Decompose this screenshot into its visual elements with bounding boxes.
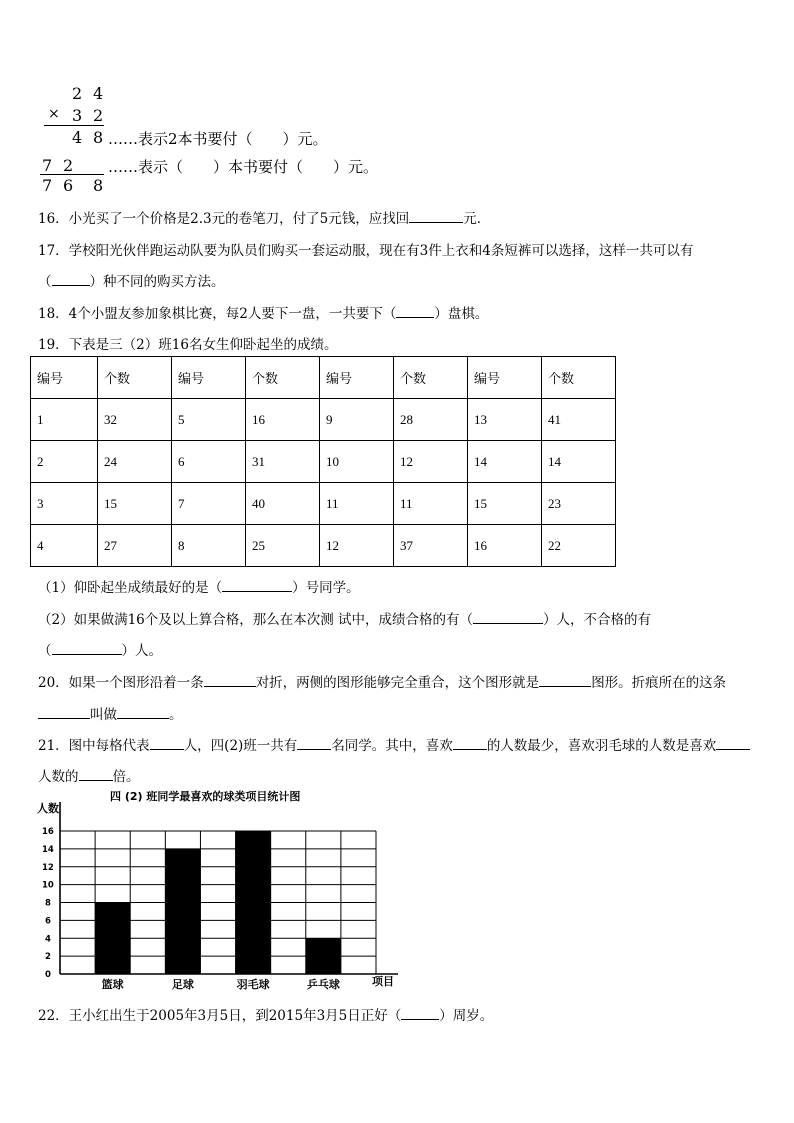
question-21-line2	[38, 765, 140, 785]
result-digit-3: 8	[93, 176, 104, 195]
table-cell: 16	[246, 399, 320, 441]
q20-blank-4[interactable]	[117, 706, 169, 719]
category-label: 羽毛球	[236, 978, 270, 991]
y-tick-label: 12	[42, 862, 54, 873]
y-tick-label: 4	[45, 934, 51, 945]
q17-text: ）种不同的购买方法。	[89, 274, 225, 290]
question-17-line1: 17．学校阳光伙伴跑运动队要为队员们购买一套运动服，现在有3件上衣和4条短裤可以选择，这样一共可以有	[38, 243, 694, 259]
header-cell: 个数	[246, 357, 320, 399]
q20-blank-3[interactable]	[38, 706, 90, 719]
multiplier-digit-1: 3	[72, 106, 83, 125]
sum-line	[40, 174, 104, 175]
q21-blank-2[interactable]	[297, 737, 331, 750]
question-19-sub1	[38, 576, 360, 596]
q16-text: 16．小光买了一个价格是2.3元的卷笔刀，付了5元钱，应找回	[38, 211, 410, 227]
q19-sub2-blank-fail[interactable]	[52, 642, 122, 655]
bar-chart	[30, 784, 410, 994]
table-cell: 23	[542, 483, 616, 525]
partial2-digit-2: 2	[63, 156, 74, 175]
table-cell: 31	[246, 441, 320, 483]
table-cell: 37	[394, 525, 468, 567]
partial1-digit-2: 8	[93, 128, 104, 147]
header-cell: 个数	[394, 357, 468, 399]
table-cell: 4	[31, 525, 98, 567]
bar-1	[95, 903, 130, 975]
header-cell: 编号	[31, 357, 98, 399]
category-label: 乒乓球	[306, 978, 340, 991]
table-cell: 16	[468, 525, 542, 567]
table-cell: 25	[246, 525, 320, 567]
header-cell: 个数	[542, 357, 616, 399]
q21-blank-5[interactable]	[79, 768, 113, 781]
q20-text-a: 20．如果一个图形沿着一条	[38, 675, 204, 691]
question-19-intro: 19．下表是三（2）班16名女生仰卧起坐的成绩。	[38, 337, 338, 353]
partial1-digit-1: 4	[72, 128, 83, 147]
y-tick-label: 8	[45, 898, 51, 909]
table-cell: 12	[394, 441, 468, 483]
table-row	[31, 399, 616, 441]
table-cell: 41	[542, 399, 616, 441]
question-17-line2	[38, 270, 225, 290]
q19-sub1-text: （1）仰卧起坐成绩最好的是（	[38, 580, 223, 596]
q19-sub2-text: （2）如果做满16个及以上算合格，那么在本次测 试中，成绩合格的有（	[38, 612, 474, 628]
q20-text-b: 对折，两侧的图形能够完全重合，这个图形就是	[255, 675, 540, 691]
q19-sub2-open: （	[38, 643, 52, 659]
table-cell: 1	[31, 399, 98, 441]
table-cell: 28	[394, 399, 468, 441]
q20-text-e: 。	[169, 707, 183, 723]
y-tick-label: 16	[42, 827, 54, 837]
table-cell: 2	[31, 441, 98, 483]
table-cell: 12	[320, 525, 394, 567]
header-cell: 编号	[320, 357, 394, 399]
q21-blank-4[interactable]	[716, 737, 750, 750]
chart-xlabel: 项目	[372, 975, 394, 988]
chart-categories	[102, 977, 340, 991]
bar-3	[236, 831, 271, 974]
result-digit-1: 7	[42, 176, 53, 195]
table-cell: 13	[468, 399, 542, 441]
table-row	[31, 483, 616, 525]
header-cell: 编号	[468, 357, 542, 399]
q18-unit: ）盘棋。	[434, 306, 489, 322]
partial1-note: ……表示2本书要付（ ）元。	[108, 130, 328, 148]
question-20-line2	[38, 703, 183, 723]
q16-blank[interactable]	[409, 210, 463, 223]
q19-sub2-post: ）人，不合格的有	[543, 612, 652, 628]
chart-yticks	[42, 827, 54, 980]
bar-4	[306, 938, 341, 974]
q19-sub1-blank[interactable]	[222, 579, 292, 592]
header-cell: 个数	[98, 357, 172, 399]
table-cell: 22	[542, 525, 616, 567]
table-header-row	[31, 357, 616, 399]
y-tick-label: 2	[45, 952, 51, 963]
question-22	[38, 1004, 493, 1024]
q20-text-c: 图形。折痕所在的这条	[591, 675, 727, 691]
q16-unit: 元．	[463, 211, 491, 227]
y-tick-label: 0	[45, 970, 51, 980]
top-digit-1: 2	[72, 84, 83, 103]
q17-blank[interactable]	[52, 273, 90, 286]
q21-text-a: 21．图中每格代表	[38, 738, 150, 754]
table-cell: 8	[172, 525, 246, 567]
y-tick-label: 14	[42, 844, 54, 855]
category-label: 篮球	[101, 978, 124, 991]
question-16	[38, 207, 490, 227]
score-table	[30, 356, 616, 567]
q22-text: 22．王小红出生于2005年3月5日，到2015年3月5日正好（	[38, 1008, 402, 1024]
multiplier-digit-2: 2	[93, 106, 104, 125]
chart-ylabel: 人数	[37, 802, 59, 815]
q21-text-b: 人，四(2)班一共有	[183, 738, 298, 754]
q19-sub1-post: ）号同学。	[292, 580, 360, 596]
table-cell: 3	[31, 483, 98, 525]
bar-2	[165, 849, 200, 974]
table-cell: 14	[542, 441, 616, 483]
result-digit-2: 6	[63, 176, 74, 195]
table-cell: 6	[172, 441, 246, 483]
y-tick-label: 10	[42, 880, 54, 891]
q22-blank[interactable]	[401, 1007, 439, 1020]
header-cell: 编号	[172, 357, 246, 399]
table-cell: 15	[468, 483, 542, 525]
question-19-sub2-line2	[38, 639, 162, 659]
q19-sub2-close: ）人。	[121, 643, 162, 659]
partial2-note: ……表示（ ）本书要付（ ）元。	[108, 158, 379, 176]
q20-blank-2[interactable]	[539, 674, 591, 687]
question-18	[38, 302, 488, 322]
q21-blank-3[interactable]	[453, 737, 487, 750]
q18-blank[interactable]	[396, 305, 434, 318]
multiply-operator: ×	[48, 106, 60, 122]
question-20-line1	[38, 671, 726, 691]
category-label: 足球	[171, 978, 194, 991]
q20-text-d: 叫做	[90, 707, 117, 723]
q20-blank-1[interactable]	[204, 674, 256, 687]
q18-text: 18．4个小盟友参加象棋比赛，每2人要下一盘，一共要下（	[38, 306, 397, 322]
table-cell: 10	[320, 441, 394, 483]
partial2-digit-1: 7	[42, 156, 53, 175]
q21-text-d: 的人数最少，喜欢羽毛球的人数是喜欢	[486, 738, 717, 754]
table-row	[31, 441, 616, 483]
q21-blank-1[interactable]	[150, 737, 184, 750]
table-cell: 32	[98, 399, 172, 441]
top-digit-2: 4	[93, 84, 104, 103]
multiply-line	[44, 125, 104, 126]
table-cell: 24	[98, 441, 172, 483]
table-cell: 15	[98, 483, 172, 525]
chart-title: 四 (2) 班同学最喜欢的球类项目统计图	[110, 790, 301, 803]
table-row	[31, 525, 616, 567]
table-cell: 9	[320, 399, 394, 441]
q21-text-c: 名同学。其中，喜欢	[331, 738, 453, 754]
q19-sub2-blank-pass[interactable]	[473, 611, 543, 624]
table-cell: 11	[394, 483, 468, 525]
q21-text-e: 人数的	[38, 769, 79, 785]
question-19-sub2-line1	[38, 608, 651, 628]
table-cell: 40	[246, 483, 320, 525]
table-cell: 11	[320, 483, 394, 525]
q22-unit: ）周岁。	[439, 1008, 494, 1024]
q17-open: （	[38, 274, 52, 290]
question-21-line1	[38, 734, 750, 754]
y-tick-label: 6	[45, 916, 51, 927]
q21-text-f: 倍。	[112, 769, 140, 785]
table-cell: 7	[172, 483, 246, 525]
table-cell: 14	[468, 441, 542, 483]
table-cell: 27	[98, 525, 172, 567]
table-cell: 5	[172, 399, 246, 441]
